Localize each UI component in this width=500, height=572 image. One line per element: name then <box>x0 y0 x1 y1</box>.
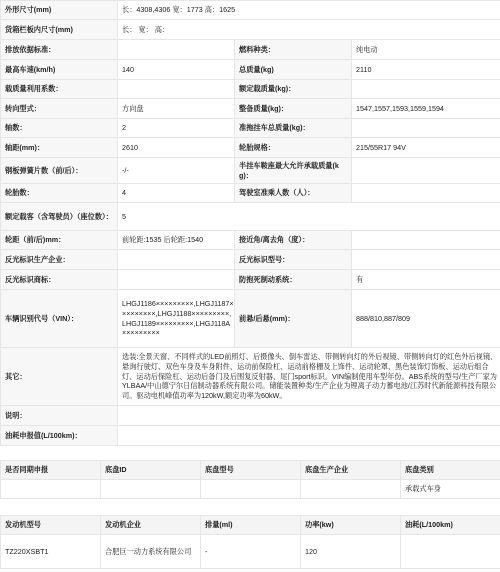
load-util-value <box>118 80 235 99</box>
abs-label: 防抱死制动系统： <box>235 270 352 290</box>
cab-capacity-label: 驾驶室准乘人数（人）： <box>235 184 352 203</box>
wheelbase-value: 2610 <box>118 138 235 158</box>
engine-header-consumption: 油耗(L/100km) <box>401 516 500 535</box>
saddle-load-label: 半挂车鞍座最大允许承载质量(kg)： <box>235 158 352 184</box>
fuel-value: 纯电动 <box>352 40 500 60</box>
max-speed-label: 最高车速(km/h) <box>1 60 118 80</box>
total-mass-label: 总质量(kg) <box>235 60 352 80</box>
max-speed-value: 140 <box>118 60 235 80</box>
notes-value <box>118 406 500 426</box>
other-label: 其它： <box>1 348 118 406</box>
engine-cell-displacement: - <box>201 535 301 569</box>
other-value: 选装:全景天窗、不同样式的LED前照灯、后摄像头、倒车雷达、带侧转向灯的外后视镜、带侧转向灯的红色外后视镜、悬询行驶灯、双色车身及车身附件、运动前保险杠、运动前格栅及上饰件、运动轮罩、黑色装饰灯饰板、运动后组合灯、运动后保险杠、运动后备门及后围复反射器、尾门sport标识。VIN编制使用车型年份。ABS系统的型号/生产厂家为YLBAA/中山德宁尔日信制动器系统有限公司。储能装置种类/生产企业为锂离子动力蓄电池/江苏时代新能源科技有限公司。驱动电机峰值功率为120kW,额定功率为60kW。 <box>118 348 500 406</box>
chassis-cell-type: 承载式车身 <box>401 480 500 499</box>
reflector-model-label: 反光标识型号： <box>235 250 352 270</box>
reflector-brand-value <box>118 270 235 290</box>
reflector-maker-value <box>118 250 235 270</box>
tire-count-label: 轮胎数： <box>1 184 118 203</box>
chassis-cell-maker <box>301 480 401 499</box>
chassis-header-id: 底盘ID <box>101 461 201 480</box>
cab-capacity-value <box>352 184 500 203</box>
cargo-size-label: 货箱栏板内尺寸(mm) <box>1 20 118 40</box>
overhang-value: 888/810,887/809 <box>352 290 500 348</box>
reflector-model-value <box>352 250 500 270</box>
vin-label: 车辆识别代号（VIN）： <box>1 290 118 348</box>
curb-mass-value: 1547,1557,1593,1559,1594 <box>352 99 500 119</box>
outer-size-value: 长：4308,4306 宽：1773 高：1625 <box>118 1 500 20</box>
fuel-consumption-value <box>118 426 500 446</box>
chassis-header-sync: 是否同期申报 <box>1 461 101 480</box>
chassis-cell-id <box>101 480 201 499</box>
trailer-mass-label: 准拖挂车总质量(kg)： <box>235 119 352 138</box>
tire-count-value: 4 <box>118 184 235 203</box>
track-label: 轮距（前/后)mm： <box>1 231 118 250</box>
engine-cell-maker: 合肥巨一动力系统有限公司 <box>101 535 201 569</box>
fuel-consumption-label: 油耗申报值(L/100km)： <box>1 426 118 446</box>
cargo-size-value: 长： 宽： 高： <box>118 20 500 40</box>
abs-value: 有 <box>352 270 500 290</box>
engine-header-model: 发动机型号 <box>1 516 101 535</box>
engine-cell-power: 120 <box>301 535 401 569</box>
chassis-header-maker: 底盘生产企业 <box>301 461 401 480</box>
rated-load-label: 额定载质量(kg)： <box>235 80 352 99</box>
notes-label: 说明： <box>1 406 118 426</box>
tire-spec-label: 轮胎规格： <box>235 138 352 158</box>
chassis-table <box>0 460 500 499</box>
chassis-header-type: 底盘类别 <box>401 461 500 480</box>
saddle-load-value <box>352 158 500 184</box>
chassis-header-model: 底盘型号 <box>201 461 301 480</box>
rated-load-value <box>352 80 500 99</box>
engine-cell-consumption <box>401 535 500 569</box>
leaf-springs-value: -/- <box>118 158 235 184</box>
outer-size-label: 外形尺寸(mm) <box>1 1 118 20</box>
axles-label: 轴数： <box>1 119 118 138</box>
approach-angle-label: 接近角/离去角（度）： <box>235 231 352 250</box>
wheelbase-label: 轴距(mm)： <box>1 138 118 158</box>
engine-header-maker: 发动机企业 <box>101 516 201 535</box>
load-util-label: 载质量利用系数： <box>1 80 118 99</box>
chassis-cell-model <box>201 480 301 499</box>
trailer-mass-value <box>352 119 500 138</box>
axles-value: 2 <box>118 119 235 138</box>
fuel-label: 燃料种类： <box>235 40 352 60</box>
engine-header-displacement: 排量(ml) <box>201 516 301 535</box>
engine-header-power: 功率(kw) <box>301 516 401 535</box>
steering-label: 转向型式： <box>1 99 118 119</box>
steering-value: 方向盘 <box>118 99 235 119</box>
emission-value <box>118 40 235 60</box>
vin-value: LHGJ1186×××××××××,LHGJ1187×××××××××,LHGJ1188×××××××××,LHGJ1189×××××××××,LHGJ118A××××××××× <box>118 290 235 348</box>
tire-spec-value: 215/55R17 94V <box>352 138 500 158</box>
track-value: 前轮距:1535 后轮距:1540 <box>118 231 235 250</box>
total-mass-value: 2110 <box>352 60 500 80</box>
seating-label: 额定载客（含驾驶员）（座位数）： <box>1 203 118 231</box>
seating-value: 5 <box>118 203 500 231</box>
approach-angle-value <box>352 231 500 250</box>
engine-table <box>0 515 500 569</box>
chassis-cell-sync <box>1 480 101 499</box>
engine-cell-model: TZ220XSBT1 <box>1 535 101 569</box>
leaf-springs-label: 钢板弹簧片数（前/后）： <box>1 158 118 184</box>
curb-mass-label: 整备质量(kg)： <box>235 99 352 119</box>
reflector-maker-label: 反光标识生产企业： <box>1 250 118 270</box>
reflector-brand-label: 反光标识商标： <box>1 270 118 290</box>
overhang-label: 前悬/后悬(mm)： <box>235 290 352 348</box>
emission-label: 排放依据标准： <box>1 40 118 60</box>
